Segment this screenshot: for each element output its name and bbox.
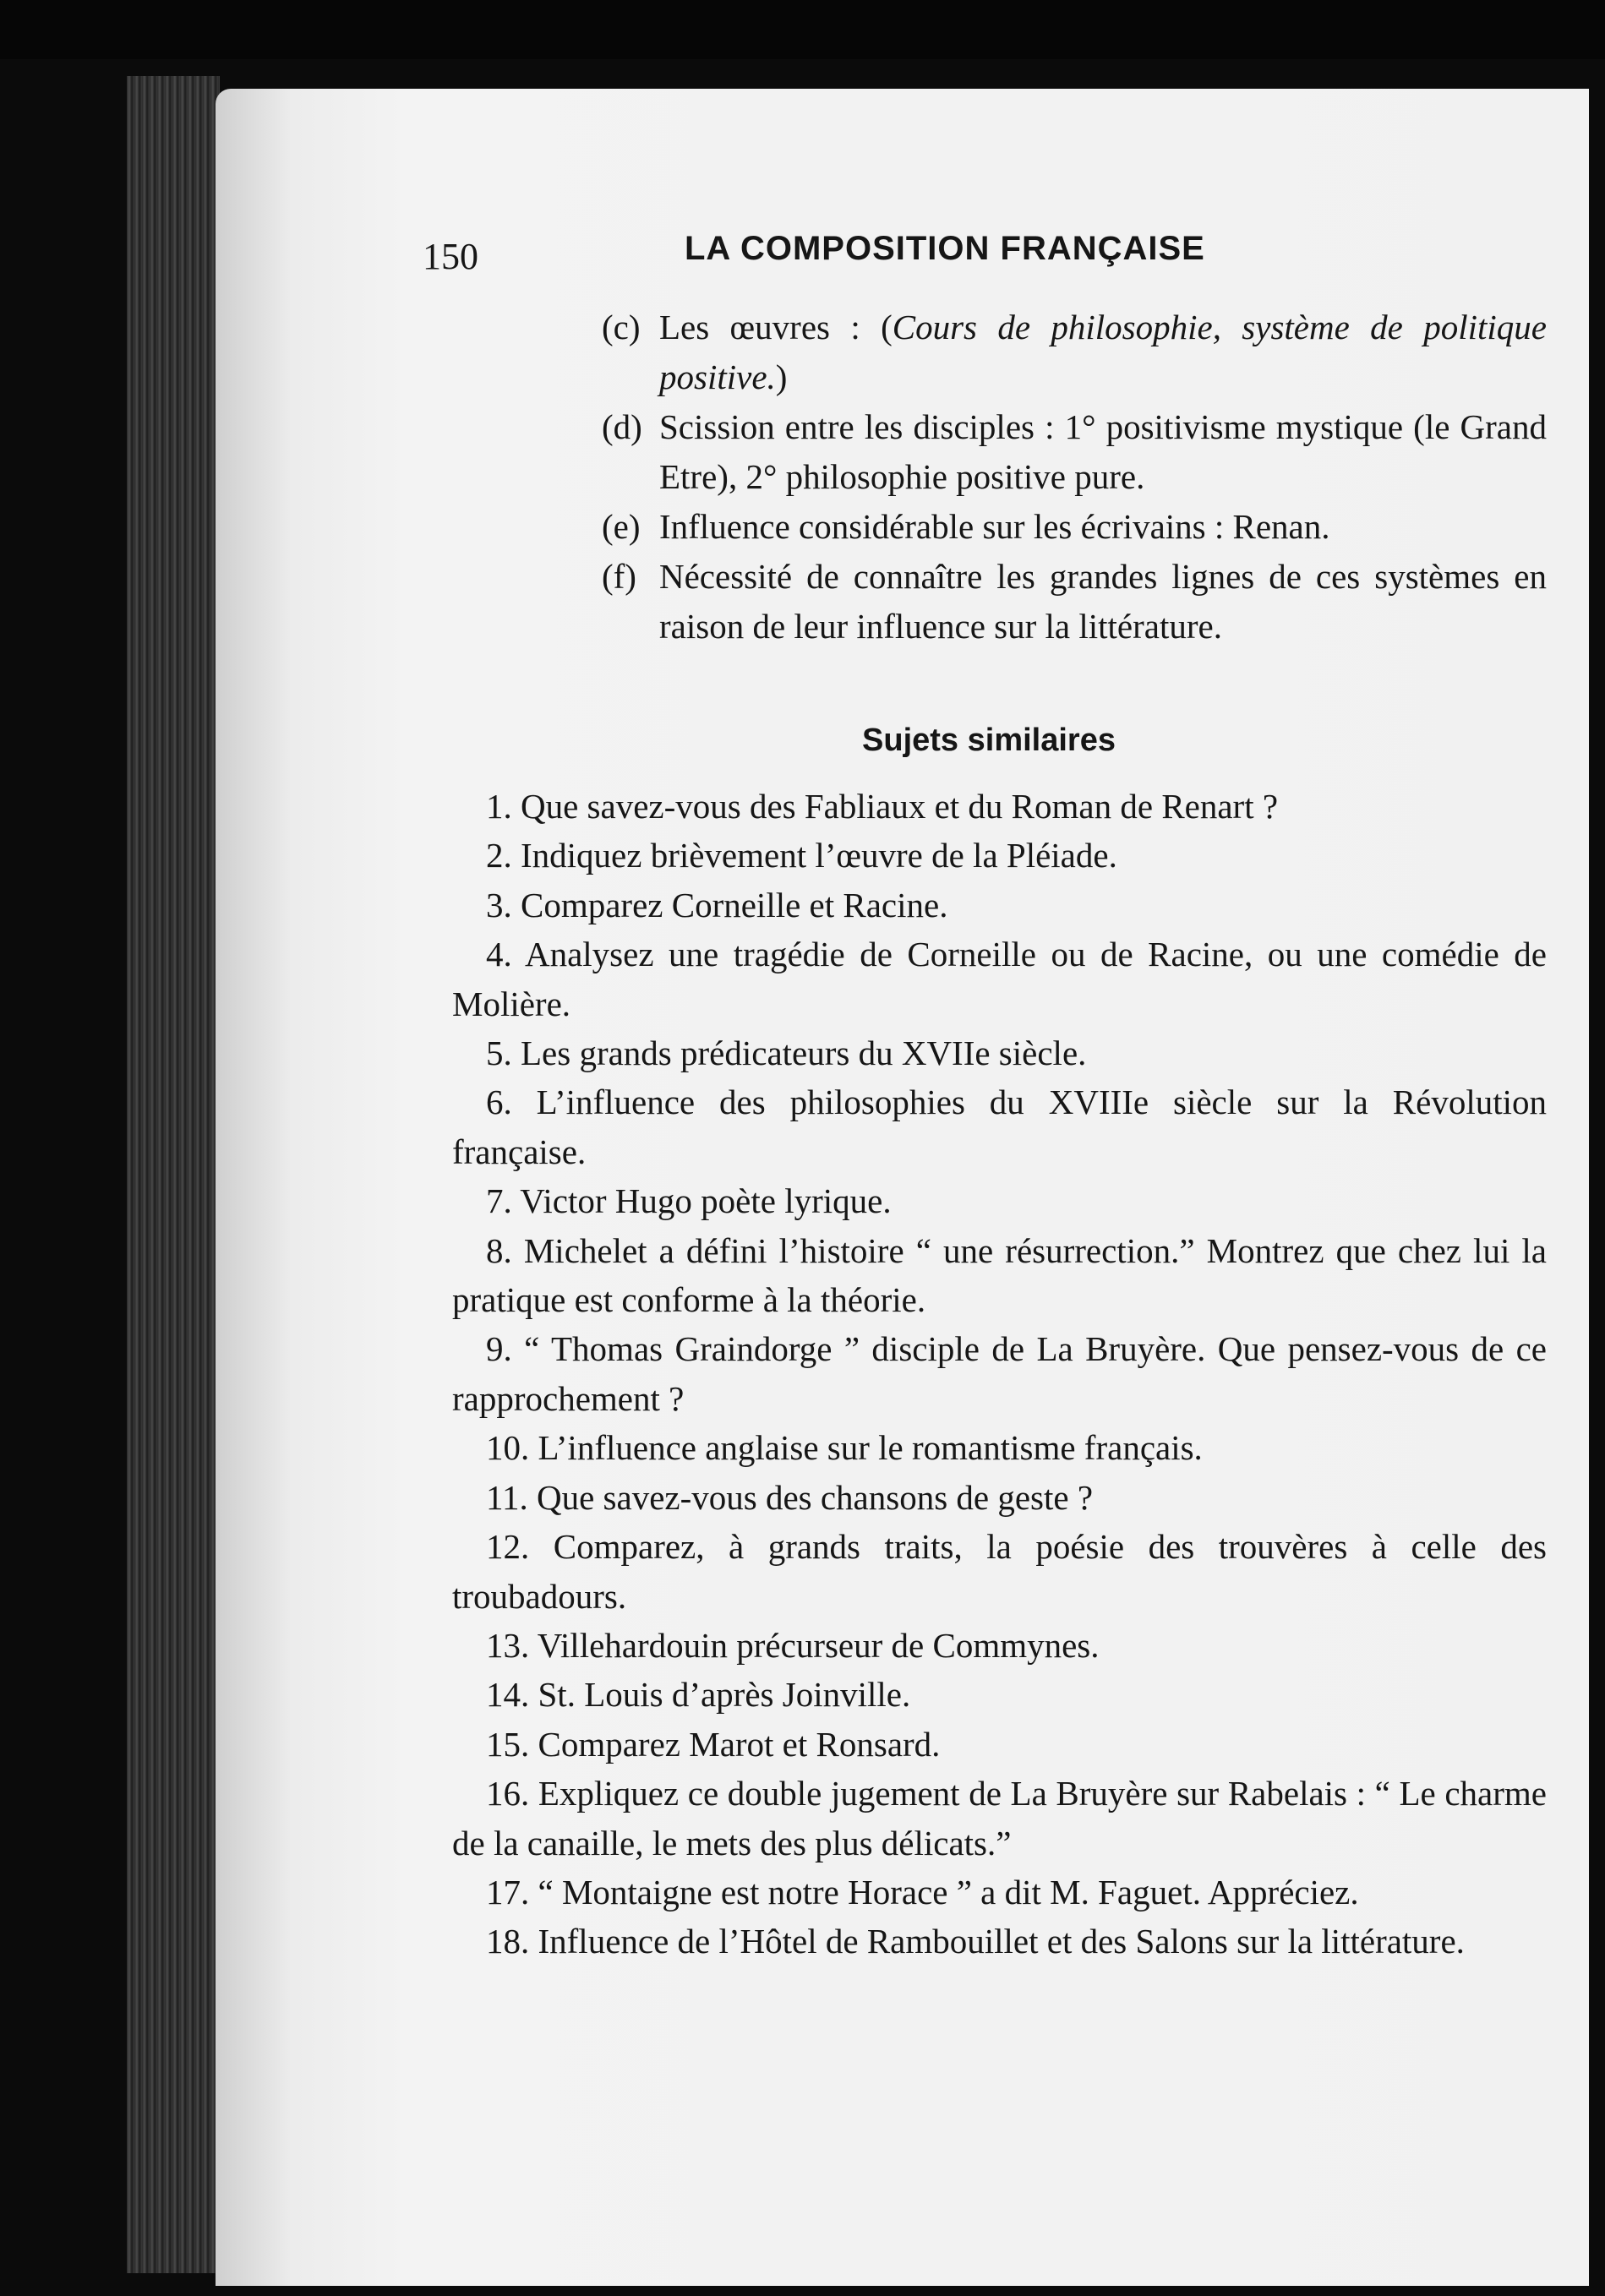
outline-mark: (d) — [602, 407, 642, 446]
topic-number: 9. — [486, 1329, 512, 1369]
topic-text: Influence de l’Hôtel de Rambouillet et des Salons sur la littérature. — [538, 1922, 1465, 1961]
topic-text: Expliquez ce double jugement de La Bruyère sur Rabelais : “ Le charme de la canaille, le mets des plus délicats.” — [452, 1774, 1547, 1862]
outline-mark: (e) — [602, 507, 641, 546]
running-title: LA COMPOSITION FRANÇAISE — [685, 230, 1205, 267]
topic-number: 13. — [486, 1625, 530, 1665]
topic-text: Michelet a défini l’histoire “ une résurrection.” Montrez que chez lui la pratique est conforme à la théorie. — [452, 1230, 1548, 1320]
topic-number: 15. — [486, 1724, 530, 1764]
topic-text: Comparez Corneille et Racine. — [521, 885, 948, 924]
topic-number: 5. — [486, 1033, 512, 1073]
topic-item — [452, 1028, 1547, 1077]
outline-text-end: ) — [775, 357, 788, 396]
topic-item — [452, 1077, 1547, 1176]
topic-item — [452, 1769, 1547, 1868]
topic-text: “ Thomas Graindorge ” disciple de La Bruyère. Que pensez-vous de ce rapprochement ? — [452, 1329, 1548, 1418]
topic-number: 3. — [486, 885, 512, 924]
topic-item — [452, 1176, 1547, 1225]
topic-number: 11. — [486, 1477, 528, 1517]
outline-text: Nécessité de connaître les grandes lignes de ces systèmes en raison de leur influence sur la littérature. — [659, 557, 1547, 646]
topic-text: Comparez, à grands traits, la poésie des trouvères à celle des troubadours. — [452, 1527, 1548, 1616]
topic-text: Victor Hugo poète lyrique. — [520, 1181, 892, 1221]
topic-number: 2. — [486, 836, 512, 875]
topic-item — [452, 930, 1547, 1028]
topic-number: 8. — [486, 1230, 512, 1270]
topic-text: Analysez une tragédie de Corneille ou de Racine, ou une comédie de Molière. — [452, 935, 1547, 1023]
outline-text: Les œuvres : ( — [659, 308, 893, 346]
topic-text: “ Montaigne est notre Horace ” a dit M. Faguet. Appréciez. — [538, 1872, 1359, 1912]
topic-item — [452, 1226, 1547, 1325]
topic-number: 17. — [486, 1872, 530, 1912]
outline-list — [592, 303, 1547, 652]
topic-text: Que savez-vous des chansons de geste ? — [536, 1477, 1094, 1517]
outline-italic-text: Cours de philosophie, système de politique positive. — [659, 308, 1547, 396]
outline-mark: (c) — [602, 308, 641, 346]
book-binding-edge — [127, 76, 220, 2273]
outline-text: Influence considérable sur les écrivains : Renan. — [659, 507, 1330, 546]
topic-number: 10. — [486, 1428, 530, 1468]
topic-item — [452, 1423, 1547, 1472]
topic-item — [452, 1324, 1547, 1423]
outline-item — [592, 502, 1547, 552]
topic-item — [452, 1621, 1547, 1670]
topic-number: 12. — [486, 1527, 530, 1567]
topic-item — [452, 782, 1547, 831]
topic-text: Comparez Marot et Ronsard. — [538, 1724, 941, 1764]
topic-number: 16. — [486, 1774, 530, 1813]
scan-border — [0, 0, 1605, 59]
topic-item — [452, 1917, 1547, 1966]
topic-item — [452, 881, 1547, 930]
topic-text: Indiquez brièvement l’œuvre de la Pléiade. — [521, 836, 1117, 875]
page-number: 150 — [423, 236, 478, 277]
topic-list — [452, 782, 1547, 1966]
section-heading: Sujets similaires — [862, 723, 1116, 758]
topic-number: 6. — [486, 1083, 512, 1122]
topic-text: L’influence anglaise sur le romantisme français. — [538, 1428, 1203, 1468]
topic-number: 7. — [486, 1181, 512, 1221]
outline-mark: (f) — [602, 557, 636, 596]
topic-number: 4. — [486, 935, 512, 974]
topic-text: Les grands prédicateurs du XVIIe siècle. — [521, 1033, 1087, 1073]
topic-number: 14. — [486, 1675, 530, 1715]
topic-item — [452, 1522, 1547, 1621]
outline-text: Scission entre les disciples : 1° positivisme mystique (le Grand Etre), 2° philosophie positive pure. — [659, 407, 1547, 496]
topic-item — [452, 831, 1547, 880]
outline-item — [592, 552, 1547, 652]
topic-item — [452, 1868, 1547, 1917]
topic-item — [452, 1670, 1547, 1719]
topic-text: Que savez-vous des Fabliaux et du Roman de Renart ? — [521, 787, 1279, 826]
topic-number: 1. — [486, 787, 512, 826]
topic-text: L’influence des philosophies du XVIIIe siècle sur la Révolution française. — [452, 1083, 1547, 1171]
topic-number: 18. — [486, 1922, 530, 1961]
topic-item — [452, 1473, 1547, 1522]
topic-text: St. Louis d’après Joinville. — [538, 1675, 911, 1715]
outline-item — [592, 303, 1547, 402]
topic-item — [452, 1720, 1547, 1769]
outline-item — [592, 402, 1547, 502]
topic-text: Villehardouin précurseur de Commynes. — [537, 1625, 1100, 1665]
